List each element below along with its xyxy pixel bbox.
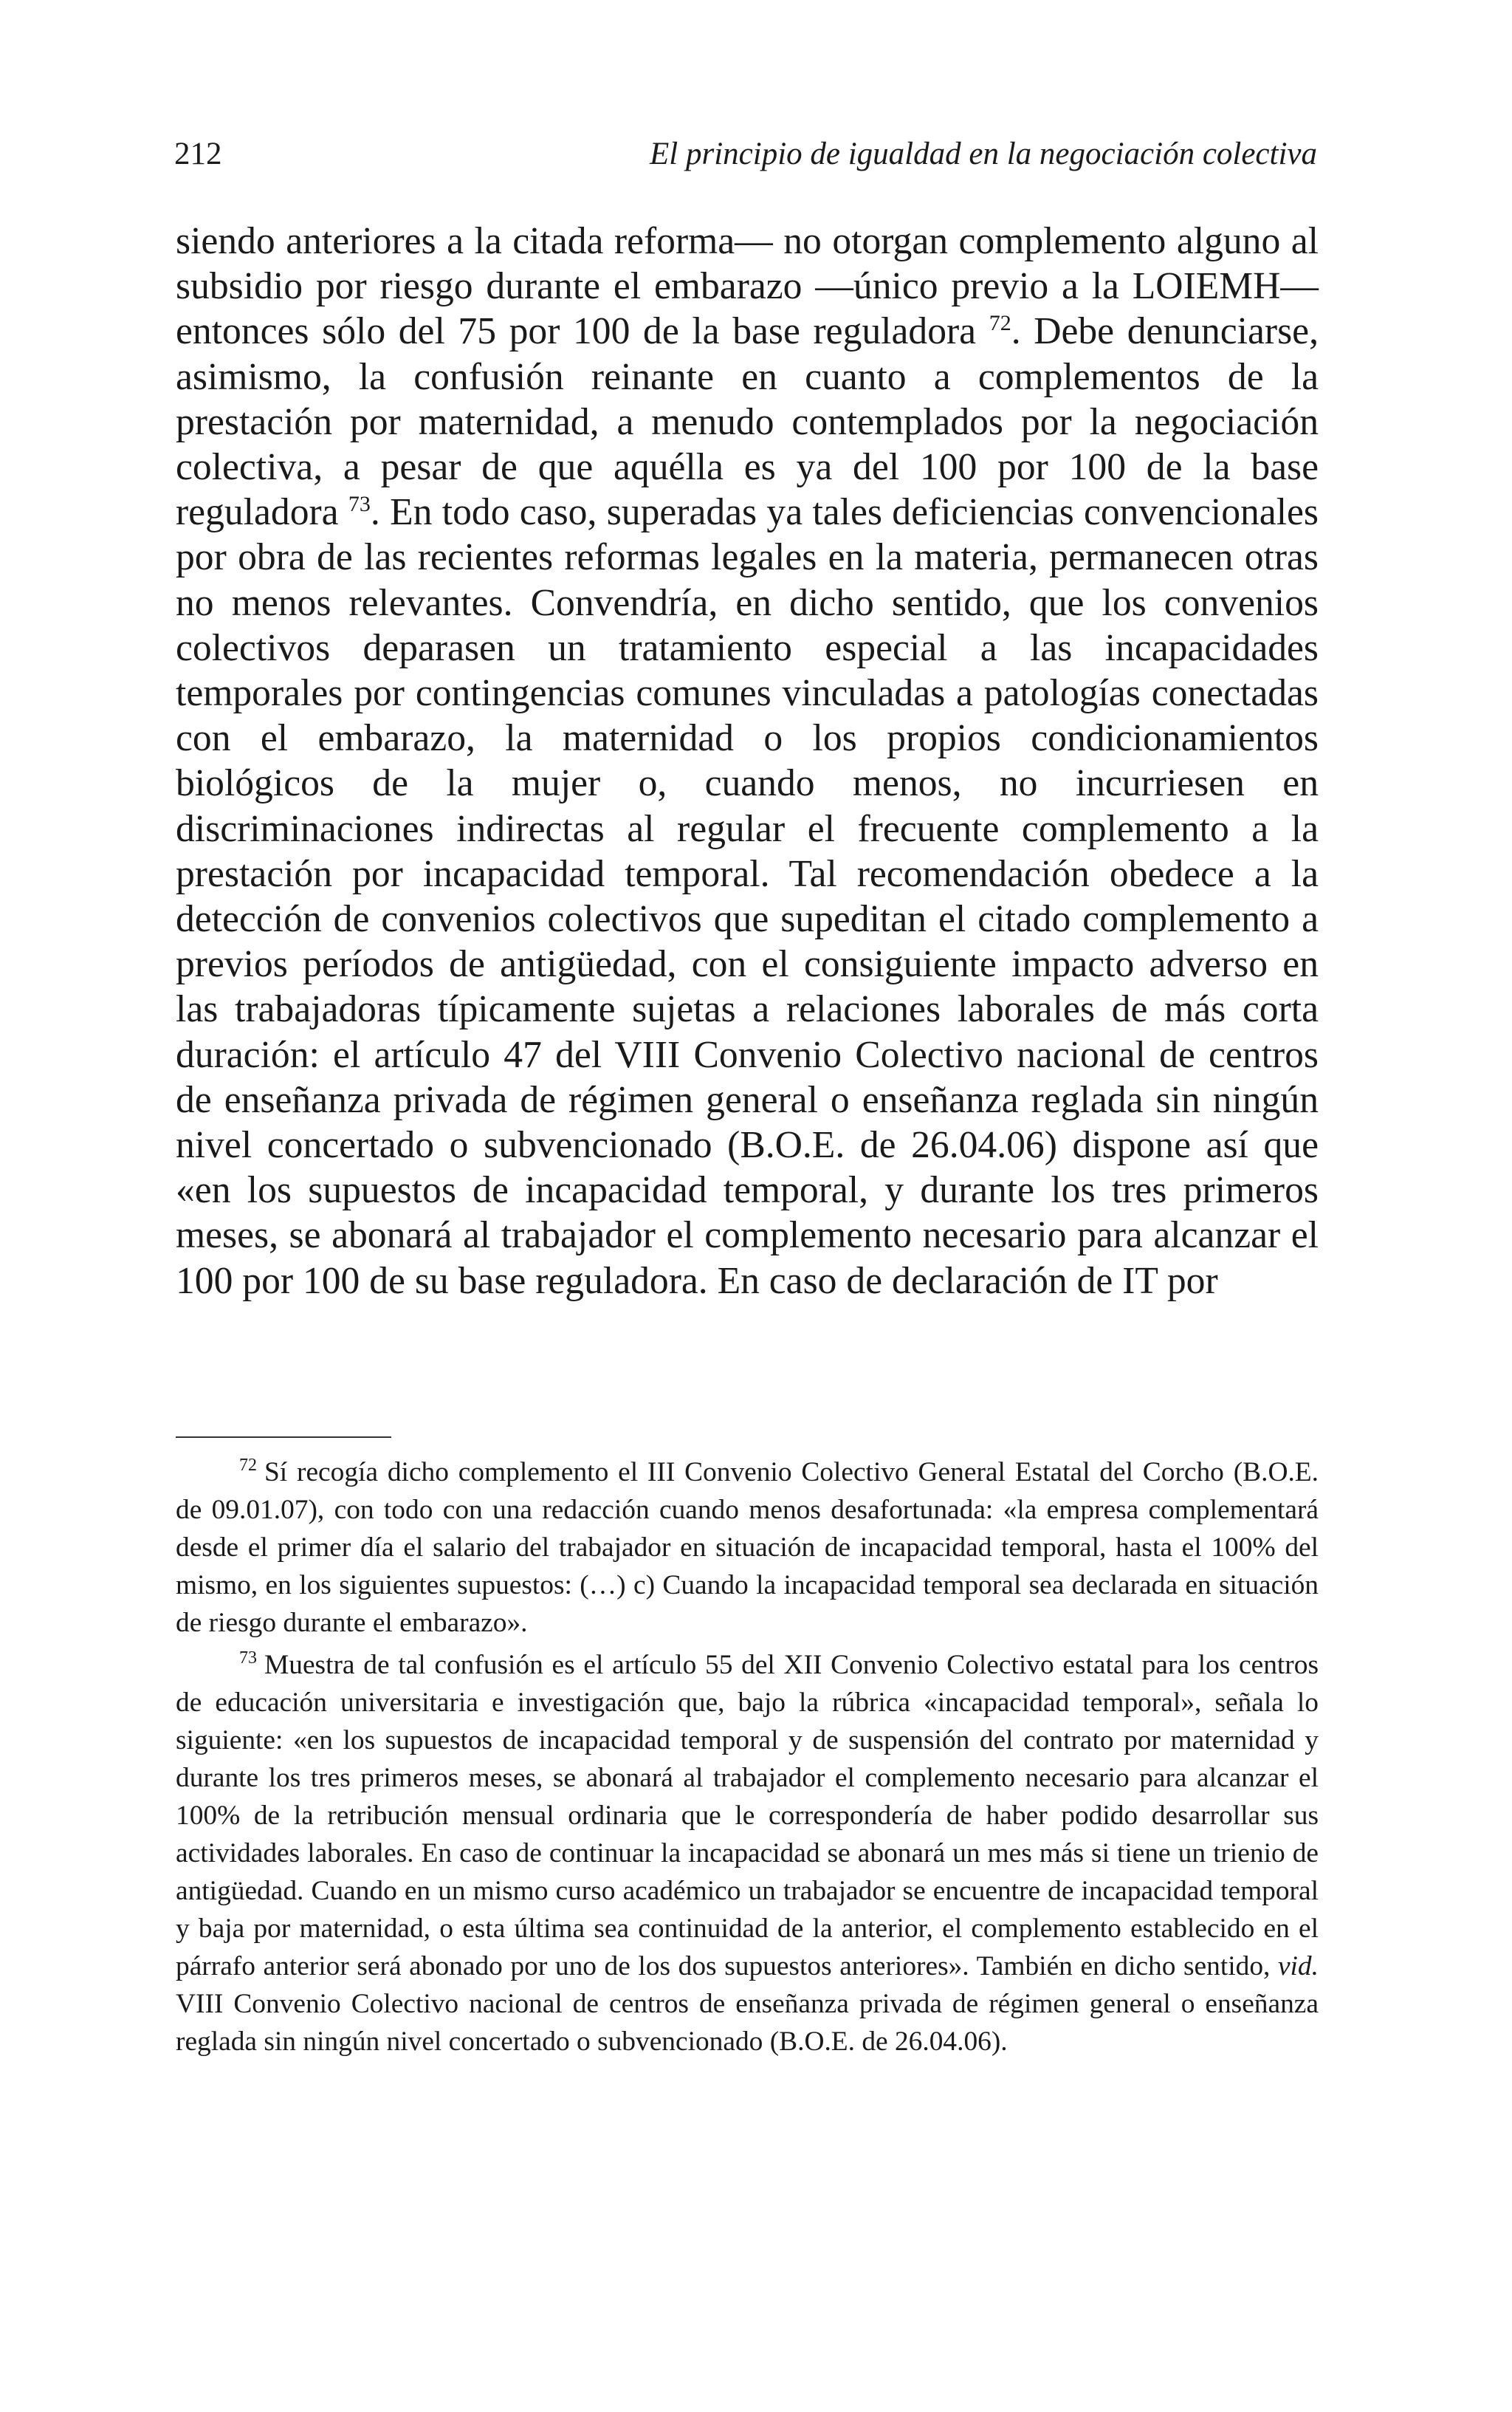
footnote-number: 73 <box>239 1648 257 1668</box>
footnote-number: 72 <box>239 1456 257 1475</box>
footnote-italic-term: vid. <box>1277 1951 1319 1981</box>
footnote-text: VIII Convenio Colectivo nacional de centros de enseñanza privada de régimen general o enseñanza reglada sin ningún nivel concertado o subvencionado (B.O.E. de 26.04.06). <box>176 1989 1319 2057</box>
footnote-text: Muestra de tal confusión es el artículo 55 del XII Convenio Colectivo estatal para los centros de educación universitaria e investigación que, bajo la rúbrica «incapacidad temporal», señala lo siguiente: «en los supuestos de incapacidad temporal y de suspensión del contrato por maternidad y durante los tres primeros meses, se abonará al trabajador el complemento necesario para alcanzar el 100% de la retribución mensual ordinaria que le correspondería de haber podido desarrollar sus actividades laborales. En caso de continuar la incapacidad se abonará un mes más si tiene un trienio de antigüedad. Cuando en un mismo curso académico un trabajador se encuentre de incapacidad temporal y baja por maternidad, o esta última sea continuidad de la anterior, el complemento establecido en el párrafo anterior será abonado por uno de los dos supuestos anteriores». También en dicho sentido, <box>176 1650 1319 1981</box>
footnote-separator <box>176 1436 391 1438</box>
page-number: 212 <box>174 137 222 171</box>
footnote-reference-72[interactable]: 72 <box>989 311 1011 336</box>
body-paragraph <box>176 219 1319 1303</box>
running-header: El principio de igualdad en la negociación colectiva <box>650 137 1317 171</box>
footnote-reference-73[interactable]: 73 <box>348 492 371 517</box>
body-text-segment: siendo anteriores a la citada reforma— no otorgan complemento alguno al subsidio por riesgo durante el embarazo —único previo a la LOIEMH— entonces sólo del 75 por 100 de la base reguladora <box>176 220 1319 353</box>
footnote-73 <box>176 1646 1319 2060</box>
footnote-text: Sí recogía dicho complemento el III Convenio Colectivo General Estatal del Corcho (B.O.E. de 09.01.07), con todo con una redacción cuando menos desafortunada: «la empresa complementará desde el primer día el salario del trabajador en situación de incapacidad temporal, hasta el 100% del mismo, en los siguientes supuestos: (…) c) Cuando la incapacidad temporal sea declarada en situación de riesgo durante el embarazo». <box>176 1457 1319 1638</box>
body-text-segment: . En todo caso, superadas ya tales deficiencias convencionales por obra de las recientes reformas legales en la materia, permanecen otras no menos relevantes. Convendría, en dicho sentido, que los convenios colectivos deparasen un tratamiento especial a las incapacidades temporales por contingencias comunes vinculadas a patologías conectadas con el embarazo, la maternidad o los propios condicionamientos biológicos de la mujer o, cuando menos, no incurriesen en discriminaciones indirectas al regular el frecuente complemento a la prestación por incapacidad temporal. Tal recomendación obedece a la detección de convenios colectivos que supeditan el citado complemento a previos períodos de antigüedad, con el consiguiente impacto adverso en las trabajadoras típicamente sujetas a relaciones laborales de más corta duración: el artículo 47 del VIII Convenio Colectivo nacional de centros de enseñanza privada de régimen general o enseñanza reglada sin ningún nivel concertado o subvencionado (B.O.E. de 26.04.06) dispone así que «en los supuestos de incapacidad temporal, y durante los tres primeros meses, se abonará al trabajador el complemento necesario para alcanzar el 100 por 100 de su base reguladora. En caso de declaración de IT por <box>176 491 1319 1302</box>
footnotes <box>176 1453 1319 2065</box>
footnote-72 <box>176 1453 1319 1642</box>
body-text-segment: . Debe denunciarse, asimismo, la confusión reinante en cuanto a complementos de la prestación por maternidad, a menudo contemplados por la negociación colectiva, a pesar de que aquélla es ya del 100 por 100 de la base reguladora <box>176 310 1319 534</box>
